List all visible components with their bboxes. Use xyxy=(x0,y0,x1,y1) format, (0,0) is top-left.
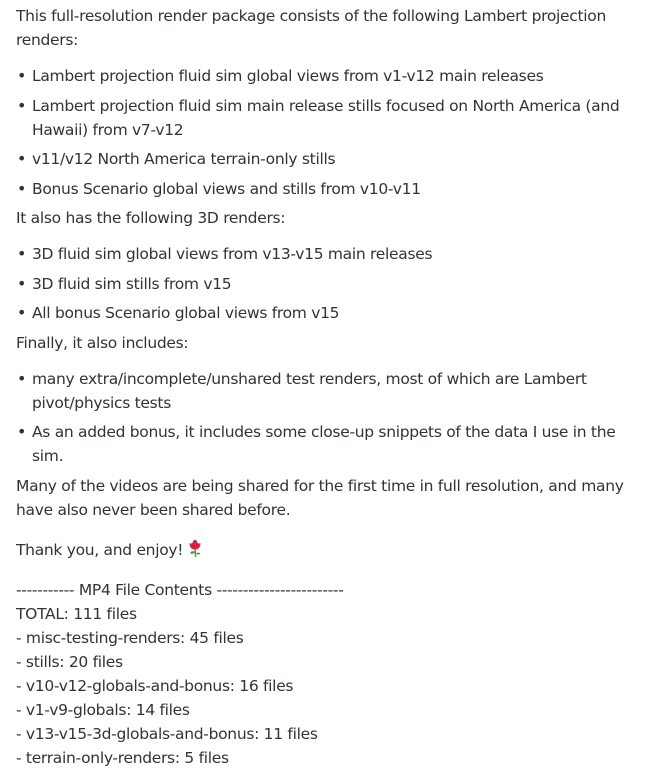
also-includes-list xyxy=(16,367,633,469)
contents-entry: - v13-v15-3d-globals-and-bonus: 11 files xyxy=(16,724,318,743)
contents-header: ----------- MP4 File Contents ------------------------ xyxy=(16,580,344,599)
mp4-file-contents xyxy=(16,578,633,770)
rose-icon xyxy=(185,538,205,558)
renders-3d-heading: It also has the following 3D renders: xyxy=(16,209,286,227)
also-includes-heading: Finally, it also includes: xyxy=(16,333,189,352)
list-item: • v11/v12 North America terrain-only stills xyxy=(16,147,633,171)
list-item: • Lambert projection fluid sim global views from v1-v12 main releases xyxy=(16,64,633,88)
list-item: • 3D fluid sim stills from v15 xyxy=(16,272,633,296)
contents-entry: - misc-testing-renders: 45 files xyxy=(16,628,244,647)
contents-entry: - v1-v9-globals: 14 files xyxy=(16,700,190,719)
lambert-renders-list xyxy=(16,64,633,201)
list-item: • Lambert projection fluid sim main release stills focused on North America (and Hawaii) from v7-v12 xyxy=(16,94,633,142)
renders-3d-list xyxy=(16,242,633,325)
list-item: • All bonus Scenario global views from v15 xyxy=(16,301,633,325)
contents-entry: - terrain-only-renders: 5 files xyxy=(16,748,229,767)
intro-paragraph: This full-resolution render package consists of the following Lambert projection renders: xyxy=(16,7,606,49)
list-item: • As an added bonus, it includes some close-up snippets of the data I use in the sim. xyxy=(16,420,633,468)
thanks-text: Thank you, and enjoy! xyxy=(16,540,184,559)
list-item: • Bonus Scenario global views and stills from v10-v11 xyxy=(16,177,633,201)
contents-total: TOTAL: 111 files xyxy=(16,604,137,623)
thanks-line xyxy=(16,538,633,562)
list-item: • many extra/incomplete/unshared test renders, most of which are Lambert pivot/physics tests xyxy=(16,367,633,415)
many-videos-paragraph: Many of the videos are being shared for the first time in full resolution, and many have also never been shared before. xyxy=(16,476,624,519)
list-item: • 3D fluid sim global views from v13-v15 main releases xyxy=(16,242,633,266)
contents-entry: - stills: 20 files xyxy=(16,652,123,671)
contents-entry: - v10-v12-globals-and-bonus: 16 files xyxy=(16,676,294,695)
